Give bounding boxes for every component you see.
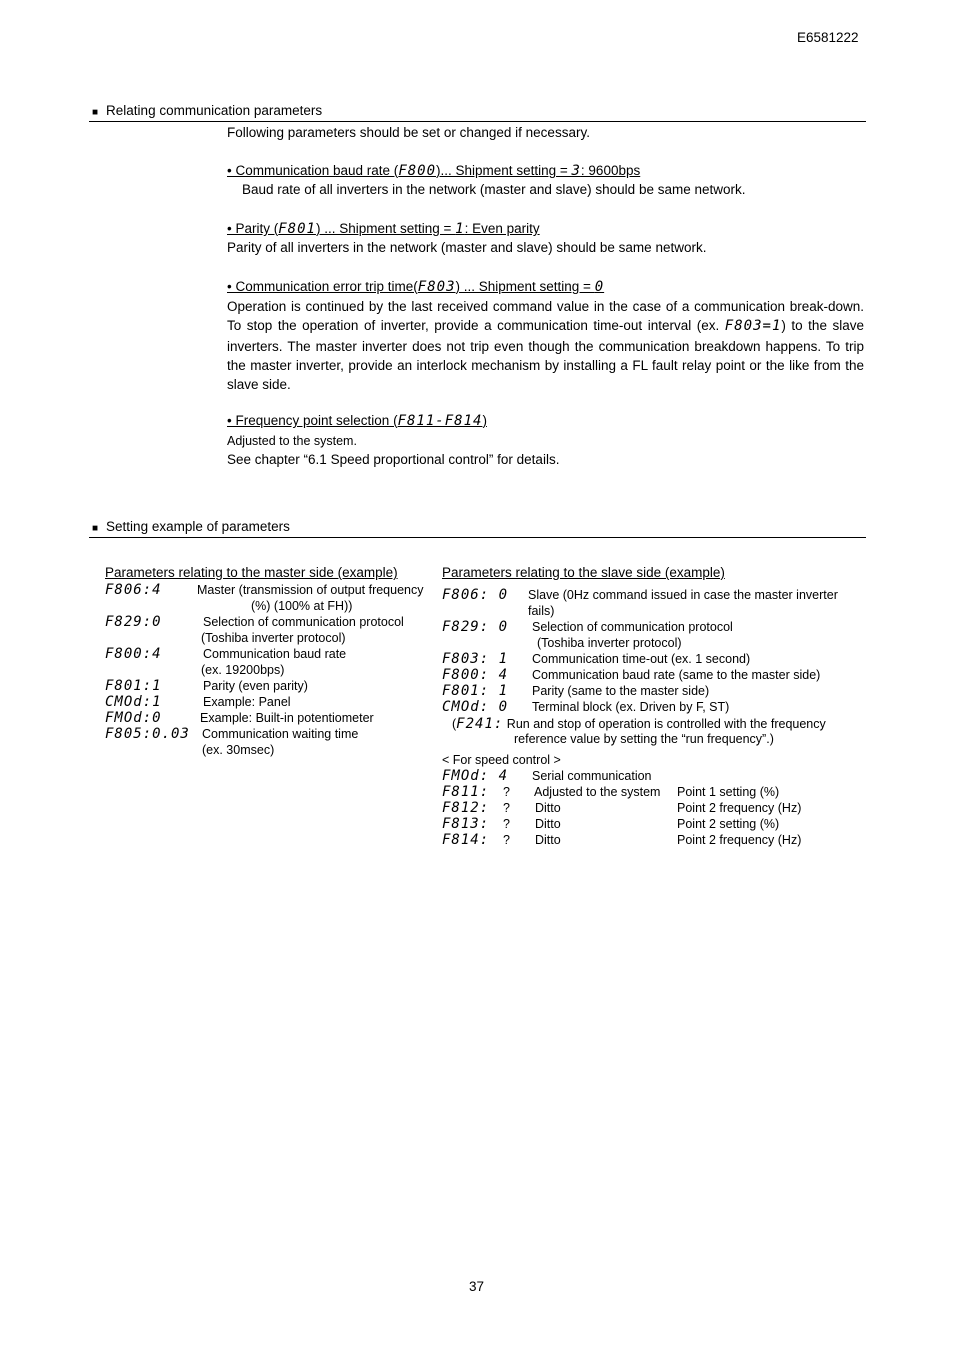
speed-col3: Point 2 frequency (Hz) <box>677 833 802 847</box>
slave-desc: (Toshiba inverter protocol) <box>537 636 682 650</box>
heading-rule <box>89 537 866 538</box>
master-desc: (%) (100% at FH)) <box>251 599 353 613</box>
master-title: Parameters relating to the master side (example) <box>105 565 398 580</box>
slave-code: F806: 0 <box>442 587 509 603</box>
master-code: F829:0 <box>105 614 162 630</box>
slave-desc: Selection of communication protocol <box>532 620 733 634</box>
frequency-point-desc1: Adjusted to the system. <box>227 434 357 448</box>
speed-code: FMOd: 4 <box>442 768 509 784</box>
speed-col3: Point 1 setting (%) <box>677 785 780 799</box>
speed-code: F813: <box>442 816 490 832</box>
speed-code: F811: <box>442 784 490 800</box>
slave-desc: Parity (same to the master side) <box>532 684 710 698</box>
master-code: CMOd:1 <box>105 694 162 710</box>
speed-col3: Point 2 setting (%) <box>677 817 780 831</box>
master-desc: Parity (even parity) <box>203 679 308 693</box>
slave-title: Parameters relating to the slave side (example) <box>442 565 725 580</box>
param-value: 1 <box>455 221 465 237</box>
page-number: 37 <box>469 1279 485 1294</box>
section-heading-text: Relating communication parameters <box>106 103 323 118</box>
param-value: 3 <box>571 163 581 179</box>
master-code: F806:4 <box>105 582 162 598</box>
speed-q: ? <box>503 817 510 831</box>
intro-text: Following parameters should be set or changed if necessary. <box>227 125 590 140</box>
master-code: F801:1 <box>105 678 162 694</box>
speed-desc: Ditto <box>535 833 561 847</box>
square-bullet-icon: ■ <box>92 523 99 534</box>
section-heading-communication <box>92 103 322 118</box>
speed-q: ? <box>503 785 510 799</box>
param-code: F801 <box>278 221 316 237</box>
parity-item: • Parity (F801) ... Shipment setting = 1: Even parity <box>227 221 540 237</box>
master-desc: (Toshiba inverter protocol) <box>201 631 346 645</box>
param-code: F803=1 <box>724 318 782 335</box>
slave-desc: Terminal block (ex. Driven by F, ST) <box>532 700 730 714</box>
master-desc: Example: Panel <box>203 695 291 709</box>
speed-desc: Serial communication <box>532 769 652 783</box>
speed-desc: Ditto <box>535 817 561 831</box>
speed-q: ? <box>503 801 510 815</box>
param-code: F811-F814 <box>397 413 483 429</box>
slave-note: (F241: Run and stop of operation is controlled with the frequency <box>452 716 826 732</box>
master-desc: Communication waiting time <box>202 727 359 741</box>
slave-code: F801: 1 <box>442 683 509 699</box>
baud-rate-item: • Communication baud rate (F800)... Shipment setting = 3: 9600bps <box>227 163 641 179</box>
frequency-point-desc2: See chapter “6.1 Speed proportional control” for details. <box>227 452 560 467</box>
master-desc: Example: Built-in potentiometer <box>200 711 374 725</box>
slave-code: F829: 0 <box>442 619 509 635</box>
param-code: F241: <box>456 716 504 732</box>
master-desc: Master (transmission of output frequency <box>197 583 424 597</box>
speed-desc: Ditto <box>535 801 561 815</box>
slave-desc: Slave (0Hz command issued in case the master inverter <box>528 588 838 602</box>
slave-desc: Communication time-out (ex. 1 second) <box>532 652 751 666</box>
speed-code: F812: <box>442 800 490 816</box>
param-code: F803 <box>417 279 456 295</box>
slave-code: F800: 4 <box>442 667 509 683</box>
speed-col3: Point 2 frequency (Hz) <box>677 801 802 815</box>
trip-time-item: • Communication error trip time(F803) ... Shipment setting = 0 <box>227 279 605 295</box>
master-desc: Selection of communication protocol <box>203 615 404 629</box>
master-code: FMOd:0 <box>105 710 162 726</box>
baud-rate-desc: Baud rate of all inverters in the network (master and slave) should be same network. <box>242 182 746 197</box>
slave-note: reference value by setting the “run frequency”.) <box>514 732 774 746</box>
param-code: F800 <box>398 163 437 179</box>
speed-control-title: < For speed control > <box>442 753 561 767</box>
slave-desc: fails) <box>528 604 555 618</box>
master-desc: (ex. 19200bps) <box>201 663 285 677</box>
speed-desc: Adjusted to the system <box>534 785 661 799</box>
square-bullet-icon: ■ <box>92 107 99 118</box>
section-heading-example <box>92 519 290 534</box>
document-id: E6581222 <box>797 30 859 45</box>
section-heading-text: Setting example of parameters <box>106 519 290 534</box>
master-desc: (ex. 30msec) <box>202 743 275 757</box>
frequency-point-item: • Frequency point selection (F811-F814) <box>227 413 487 429</box>
master-code: F800:4 <box>105 646 162 662</box>
speed-code: F814: <box>442 832 490 848</box>
trip-time-desc: Operation is continued by the last received command value in the case of a communication break-down. To stop the operation of inverter, provide a communication time-out interval (ex. F803=1) to the slave inverters. The master inverter does not trip even though the communication breakdown happens. To trip the master inverter, provide an interlock mechanism by installing a FL fault relay point or the like from the slave side. <box>227 299 864 393</box>
slave-code: CMOd: 0 <box>442 699 509 715</box>
parity-desc: Parity of all inverters in the network (master and slave) should be same network. <box>227 240 707 255</box>
master-desc: Communication baud rate <box>203 647 347 661</box>
slave-code: F803: 1 <box>442 651 509 667</box>
master-code: F805:0.03 <box>105 726 190 742</box>
heading-rule <box>89 121 866 122</box>
speed-q: ? <box>503 833 510 847</box>
slave-desc: Communication baud rate (same to the master side) <box>532 668 821 682</box>
param-value: 0 <box>594 279 605 295</box>
